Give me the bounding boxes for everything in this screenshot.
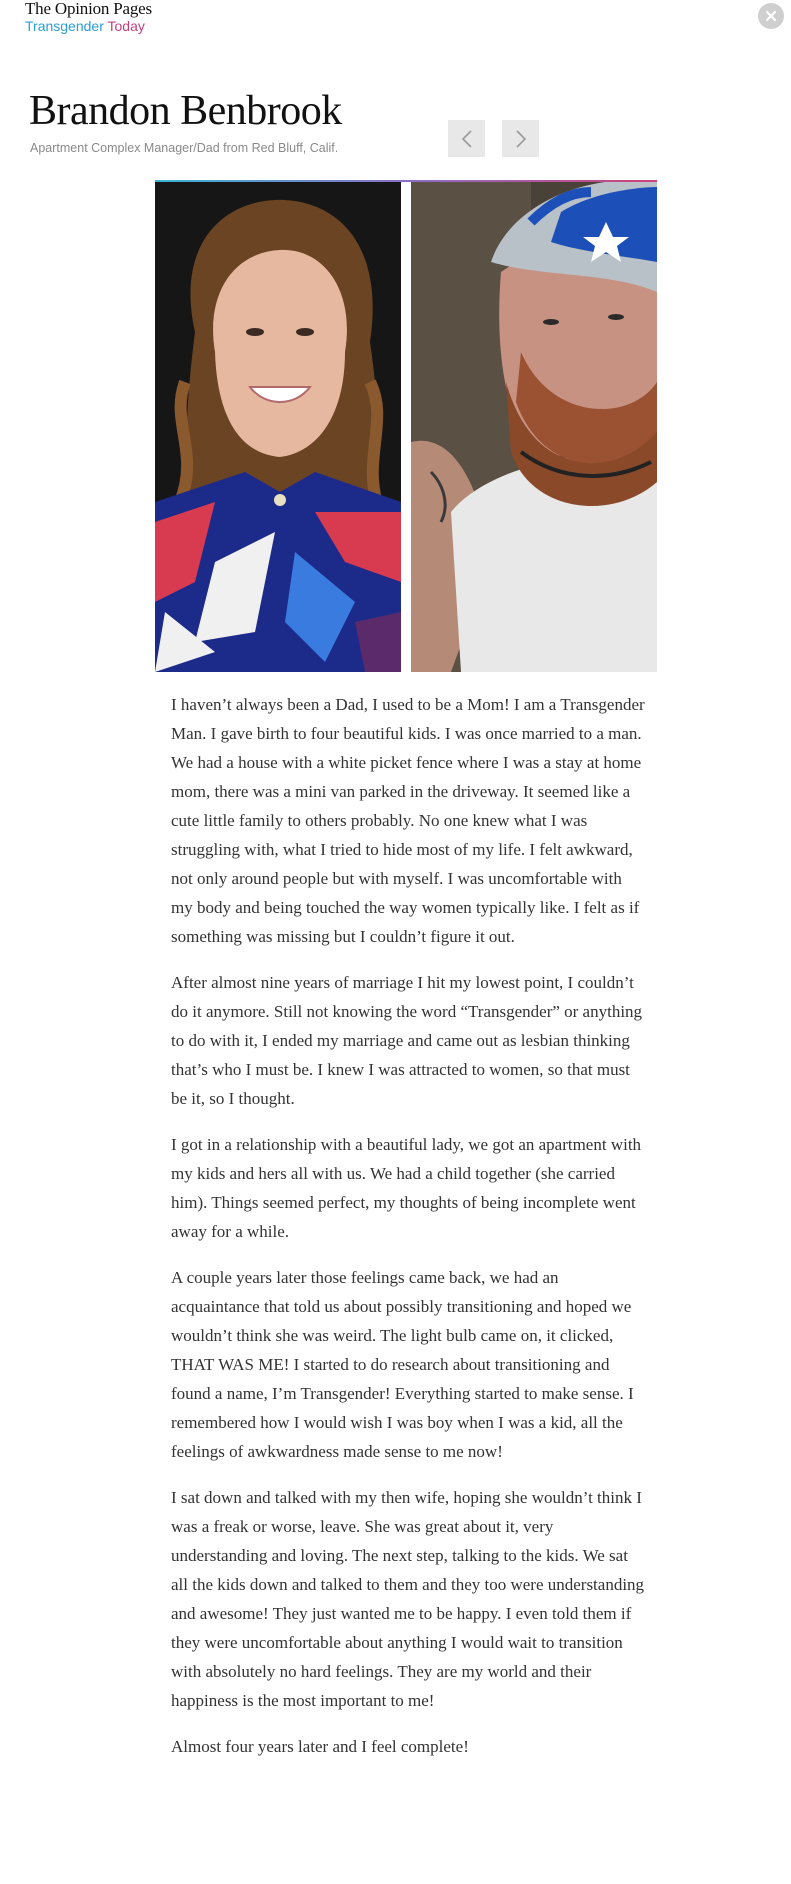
person-role: Apartment Complex Manager/Dad from Red Bluff, Calif. [30,141,339,155]
article-paragraph: Almost four years later and I feel complete! [171,1737,469,1756]
article-body [171,690,646,1778]
next-button[interactable] [502,120,539,157]
brand-title: The Opinion Pages [25,0,152,18]
article-paragraph: I haven’t always been a Dad, I used to be a Mom! I am a Transgender Man. I gave birth to four beautiful kids. I was once married to a man. We had a house with a white picket fence where I was a stay at home mom, there was a mini van parked in the driveway. It seemed like a cute little family to others probably. No one knew what I was struggling with, what I tried to hide most of my life. I felt awkward, not only around people but with myself. I was uncomfortable with my body and being touched the way women typically like. I felt as if something was missing but I couldn’t figure it out. [171,695,645,946]
before-after-photos [155,180,657,672]
brand-subtitle-part1: Transgender [25,18,104,34]
brand-subtitle [25,19,152,33]
brand-logo[interactable] [25,0,152,33]
before-photo-image [155,182,401,672]
after-photo-image [411,182,657,672]
close-button[interactable] [758,3,784,29]
article-paragraph: After almost nine years of marriage I hit my lowest point, I couldn’t do it anymore. Still not knowing the word “Transgender” or anything to do with it, I ended my marriage and came out as lesbian thinking that’s who I must be. I knew I was attracted to women, so that must be it, so I thought. [171,973,643,1108]
close-icon [765,10,777,22]
article-paragraph: I sat down and talked with my then wife, hoping she wouldn’t think I was a freak or worse, leave. She was great about it, very understanding and loving. The next step, talking to the kids. We sat all the kids down and talked to them and they too were understanding and awesome! They just wanted me to be happy. I even told them if they were uncomfortable about anything I would wait to transition with absolutely no hard feelings. They are my world and their happiness is the most important to me! [171,1488,645,1710]
after-photo [411,182,657,672]
chevron-right-icon [514,129,528,149]
brand-subtitle-part2: Today [107,18,145,34]
article-paragraph: A couple years later those feelings came back, we had an acquaintance that told us about possibly transitioning and hoped we wouldn’t think she was weird. The light bulb came on, it clicked, THAT WAS ME! I started to do research about transitioning and found a name, I’m Transgender! Everything started to make sense. I remembered how I would wish I was boy when I was a kid, all the feelings of awkwardness made sense to me now! [171,1268,634,1461]
previous-button[interactable] [448,120,485,157]
person-name: Brandon Benbrook [29,88,342,134]
chevron-left-icon [460,129,474,149]
article-paragraph: I got in a relationship with a beautiful lady, we got an apartment with my kids and hers all with us. We had a child together (she carried him). Things seemed perfect, my thoughts of being incomplete went away for a while. [171,1135,642,1241]
before-photo [155,182,401,672]
